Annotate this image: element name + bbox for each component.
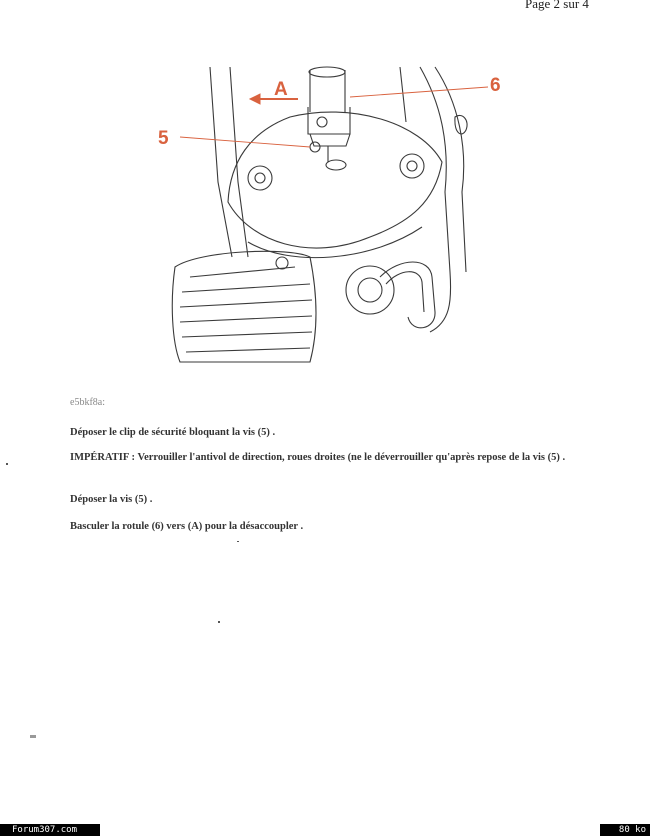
scan-speck xyxy=(218,621,220,623)
instruction-step-2: IMPÉRATIF : Verrouiller l'antivol de direction, roues droites (ne le déverrouiller qu'après repose de la vis (5) . xyxy=(70,452,566,463)
instruction-step-3: Déposer la vis (5) . xyxy=(70,494,153,505)
mechanical-drawing xyxy=(172,67,467,362)
label-6: 6 xyxy=(490,75,501,96)
footer-site: Forum307.com xyxy=(0,824,100,836)
figure-code: e5bkf8a: xyxy=(70,397,105,408)
scan-speck xyxy=(237,541,239,542)
instruction-step-1: Déposer le clip de sécurité bloquant la vis (5) . xyxy=(70,427,276,438)
footer-size: 80 ko xyxy=(600,824,650,836)
leader-line-5 xyxy=(180,137,310,147)
scan-speck xyxy=(6,463,8,465)
label-5: 5 xyxy=(158,128,169,149)
instruction-step-4: Basculer la rotule (6) vers (A) pour la désaccoupler . xyxy=(70,521,304,532)
leader-line-6 xyxy=(350,87,488,97)
label-a: A xyxy=(274,79,288,100)
scan-speck xyxy=(30,735,36,738)
steering-column-diagram xyxy=(150,62,520,372)
page-number: Page 2 sur 4 xyxy=(525,0,589,11)
